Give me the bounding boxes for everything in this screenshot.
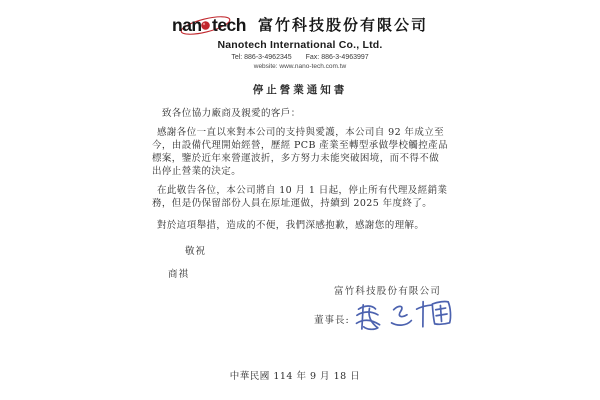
signature-row <box>314 296 454 334</box>
contact-line <box>0 54 600 61</box>
logo-dot-icon <box>201 21 210 30</box>
letter-title: 停止營業通知書 <box>252 84 348 96</box>
paragraph-1 <box>152 126 464 178</box>
chairman-label: 董事長: <box>314 315 350 326</box>
letterhead <box>0 13 600 70</box>
paragraph-2 <box>152 184 464 210</box>
chairman-signature-handwriting <box>354 296 454 334</box>
company-name-zh: 富竹科技股份有限公司 <box>257 16 428 34</box>
paragraph-3 <box>152 219 464 232</box>
letter-date: 中華民國 114 年 9 月 18 日 <box>229 371 361 382</box>
paragraph-line: 出停止營業的決定。 <box>152 166 242 177</box>
paragraph-line: 在此敬告各位，本公司將自 10 月 1 日起，停止所有代理及經銷業 <box>157 185 448 196</box>
signature-company-name: 富竹科技股份有限公司 <box>334 286 442 297</box>
paragraph-line: 務，但是仍保留部份人員在原址運做，持續到 2025 年度終了。 <box>152 198 433 209</box>
paragraph-line: 感謝各位一直以來對本公司的支持與愛護，本公司自 92 年成立至 <box>157 127 445 138</box>
website-line: website: www.nano-tech.com.tw <box>253 63 347 70</box>
salutation <box>152 107 464 120</box>
tel-number: Tel: 886-3-4962345 <box>231 54 292 61</box>
company-name-en: Nanotech International Co., Ltd. <box>217 39 383 51</box>
logo-word-left: nan <box>171 15 202 35</box>
nanotech-logo-icon <box>172 13 256 37</box>
salutation-line: 致各位協力廠商及親愛的客戶： <box>162 108 301 119</box>
paragraph-line: 對於這項舉措，造成的不便，我們深感抱歉，感謝您的理解。 <box>157 220 425 231</box>
logo-row <box>0 13 600 37</box>
closing-wish: 商祺 <box>168 269 190 280</box>
logo-word-right: tech <box>211 15 246 35</box>
closing-respect: 敬祝 <box>185 246 207 257</box>
paragraph-line: 今，由設備代理開始經營，歷經 PCB 產業至轉型承做學校觸控產品 <box>152 140 448 151</box>
paragraph-line: 標案，鑒於近年來營運波折，多方努力未能突破困境，而不得不做 <box>152 153 440 164</box>
fax-number: Fax: 886-3-4963997 <box>305 54 369 61</box>
